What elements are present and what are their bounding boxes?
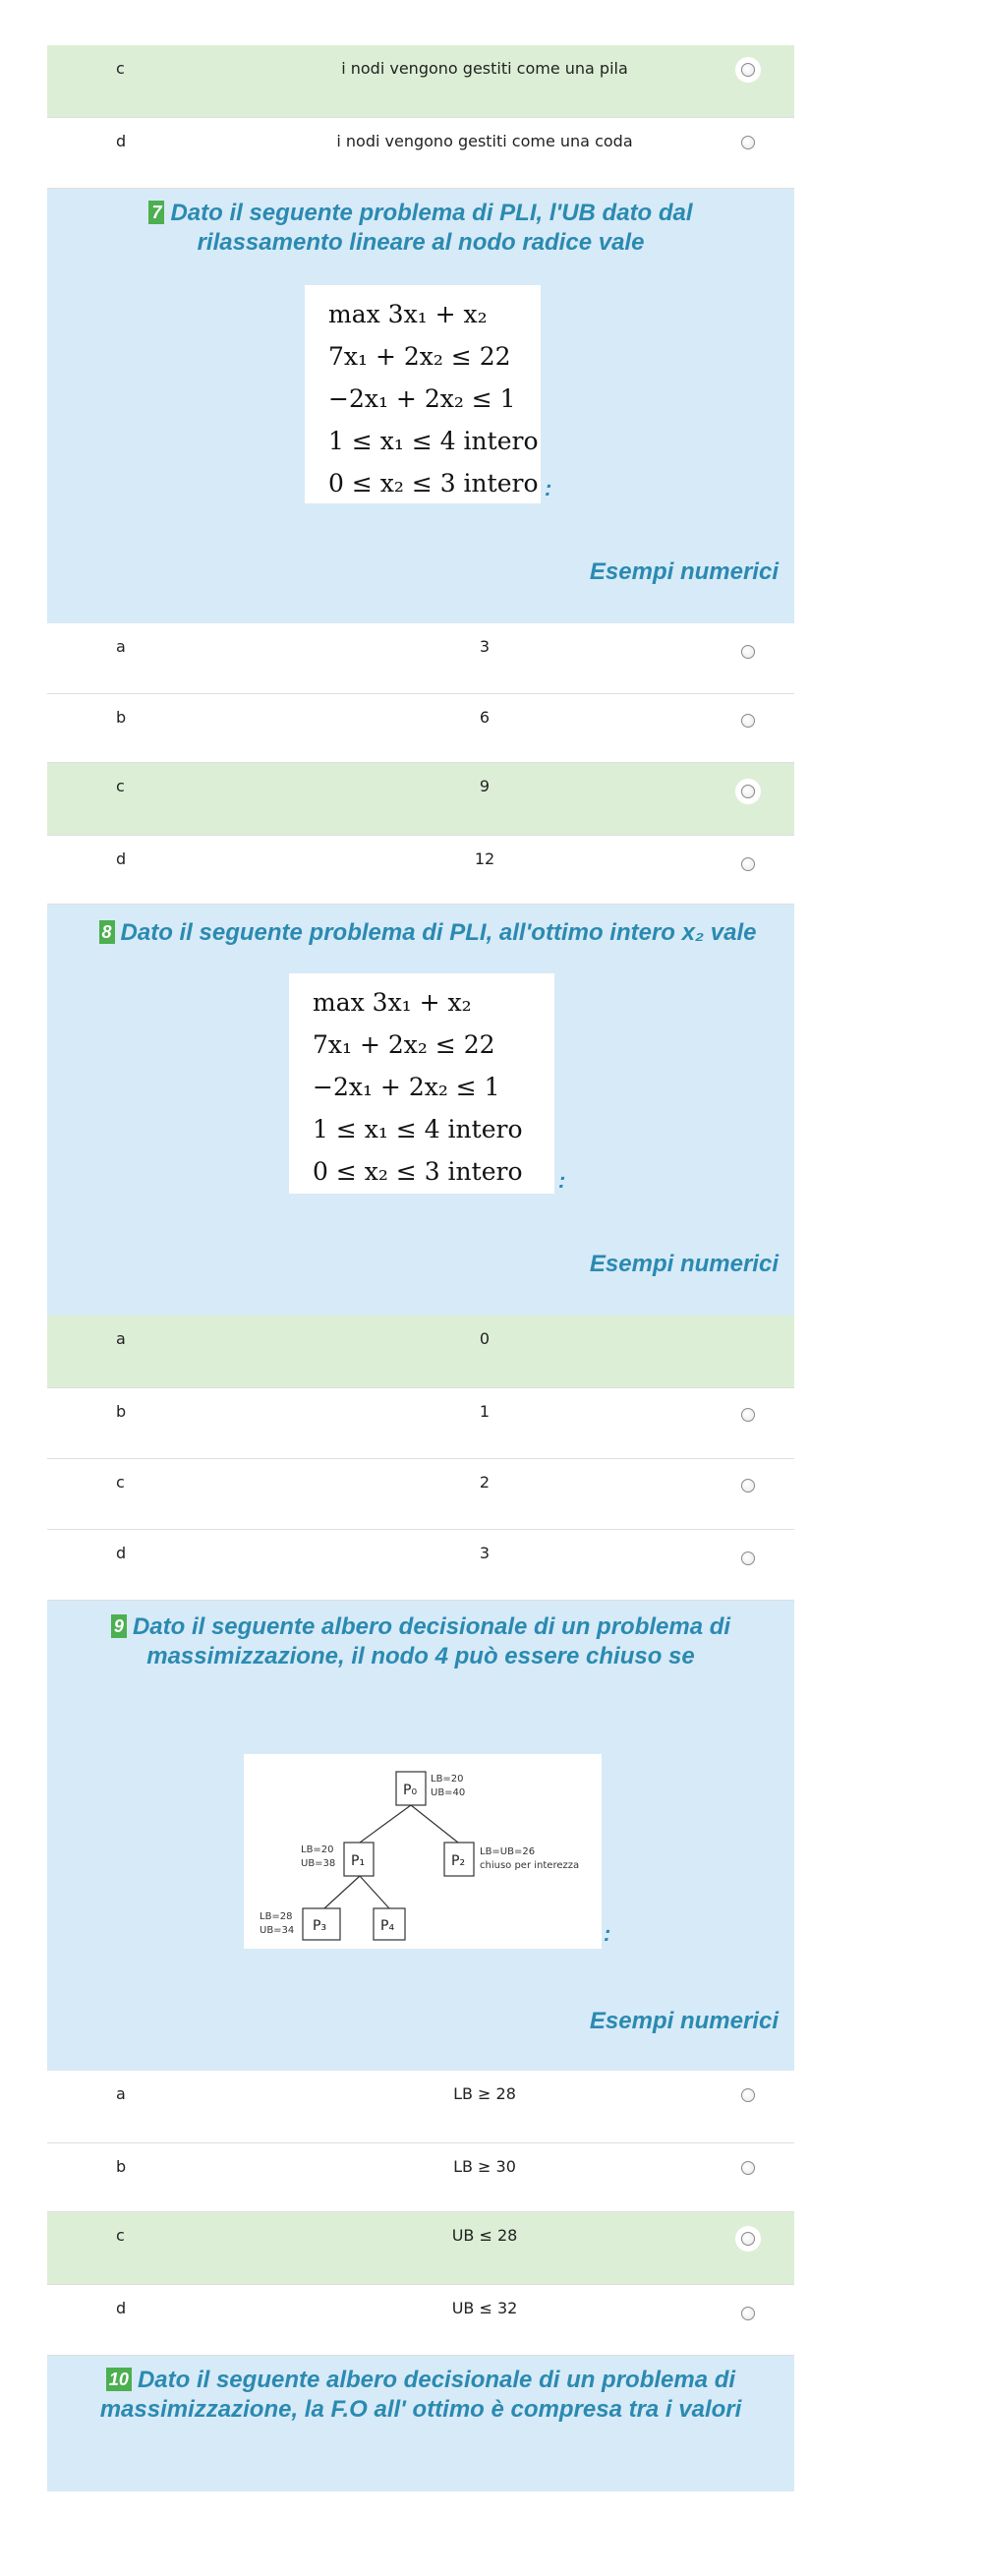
option-letter: d [116, 132, 127, 150]
q7-option-b[interactable] [47, 694, 794, 763]
q8-option-d[interactable] [47, 1530, 794, 1601]
option-letter: c [116, 59, 125, 78]
q9-number-badge: 9 [111, 1614, 127, 1638]
q9-radio-d[interactable] [741, 2307, 755, 2320]
q7-radio-a[interactable] [741, 645, 755, 659]
option-text: UB ≤ 28 [451, 2226, 518, 2245]
q7-option-d[interactable] [47, 836, 794, 905]
q9-option-d[interactable] [47, 2285, 794, 2356]
q7-number-badge: 7 [148, 201, 164, 224]
q9-decision-tree-image [244, 1754, 602, 1949]
option-text: 3 [479, 1544, 491, 1562]
p1-lb: LB=20 [301, 1844, 334, 1855]
option-letter: b [116, 2157, 127, 2176]
q9-title-text: Dato il seguente albero decisionale di un problema di massimizzazione, il nodo 4 può essere chiuso se [132, 1613, 731, 1669]
formula-constraint-1: 7x₁ + 2x₂ ≤ 22 [328, 342, 511, 371]
formula-objective: max 3x₁ + x₂ [313, 988, 472, 1017]
q8-radio-b[interactable] [741, 1408, 755, 1422]
option-letter: b [116, 708, 127, 727]
q7-title [77, 199, 765, 258]
option-letter: c [116, 1473, 125, 1492]
p0-lb: LB=20 [431, 1774, 464, 1785]
option-letter: c [116, 2226, 125, 2245]
edge-p1-p4 [360, 1876, 389, 1908]
node-p2-label: P₂ [451, 1853, 466, 1869]
q8-radio-c[interactable] [741, 1479, 755, 1493]
option-text: i nodi vengono gestiti come una coda [336, 132, 633, 150]
p3-ub: UB=34 [260, 1925, 295, 1936]
q8-option-b[interactable] [47, 1388, 794, 1459]
edge-p1-p3 [324, 1876, 360, 1908]
formula-bound-x2: 0 ≤ x₂ ≤ 3 intero [328, 469, 539, 498]
q7-radio-d[interactable] [741, 857, 755, 871]
formula-objective: max 3x₁ + x₂ [328, 300, 488, 328]
q8-option-c[interactable] [47, 1459, 794, 1530]
option-letter: a [116, 637, 126, 656]
q7-radio-b[interactable] [741, 714, 755, 728]
q7-radio-c[interactable] [741, 785, 755, 798]
q7-question-block [47, 189, 794, 623]
q9-radio-a[interactable] [741, 2088, 755, 2102]
q6-radio-c[interactable] [741, 63, 755, 77]
q6-radio-d[interactable] [741, 136, 755, 149]
option-letter: a [116, 1329, 126, 1348]
option-text: 6 [479, 708, 491, 727]
q10-question-block [47, 2356, 794, 2491]
q7-option-c[interactable] [47, 763, 794, 836]
q7-title-text: Dato il seguente problema di PLI, l'UB dato dal rilassamento lineare al nodo radice vale [170, 200, 693, 256]
decision-tree-diagram [244, 1754, 602, 1949]
p2-note: chiuso per interezza [480, 1860, 580, 1871]
q6-option-d[interactable] [47, 118, 794, 189]
option-text: LB ≥ 28 [453, 2084, 516, 2103]
q9-title [77, 1612, 765, 1671]
p3-lb: LB=28 [260, 1911, 293, 1922]
q9-option-b[interactable] [47, 2143, 794, 2212]
option-text: UB ≤ 32 [451, 2299, 518, 2317]
q8-examples-label: Esempi numerici [589, 1251, 779, 1277]
q9-radio-b[interactable] [741, 2161, 755, 2175]
option-letter: a [116, 2084, 126, 2103]
q10-title [77, 2366, 765, 2425]
formula-constraint-2: −2x₁ + 2x₂ ≤ 1 [313, 1073, 500, 1101]
q9-question-block [47, 1601, 794, 2071]
q8-question-block [47, 905, 794, 1316]
option-text: 1 [479, 1402, 491, 1421]
q8-title [69, 918, 786, 948]
q9-colon: : [604, 1921, 611, 1946]
option-text: 0 [479, 1329, 491, 1348]
q8-formula-image [289, 973, 554, 1194]
q9-radio-c[interactable] [741, 2232, 755, 2246]
q9-option-c[interactable] [47, 2212, 794, 2285]
q8-option-a[interactable] [47, 1316, 794, 1388]
option-text: LB ≥ 30 [453, 2157, 516, 2176]
formula-bound-x2: 0 ≤ x₂ ≤ 3 intero [313, 1157, 523, 1186]
option-letter: d [116, 1544, 127, 1562]
q8-title-text: Dato il seguente problema di PLI, all'ottimo intero x₂ vale [120, 919, 757, 946]
q7-colon: : [545, 476, 552, 500]
q8-colon: : [558, 1168, 566, 1193]
p0-ub: UB=40 [431, 1787, 466, 1798]
q10-title-text: Dato il seguente albero decisionale di un problema di massimizzazione, la F.O all' ottimo è compresa tra i valori [99, 2367, 742, 2423]
node-p4-label: P₄ [380, 1918, 395, 1934]
formula-bound-x1: 1 ≤ x₁ ≤ 4 intero [313, 1115, 523, 1143]
node-p0-label: P₀ [403, 1783, 418, 1798]
option-text: 9 [479, 777, 491, 795]
option-letter: d [116, 2299, 127, 2317]
option-letter: d [116, 849, 127, 868]
q7-option-a[interactable] [47, 623, 794, 694]
formula-bound-x1: 1 ≤ x₁ ≤ 4 intero [328, 427, 539, 455]
q9-examples-label: Esempi numerici [589, 2008, 779, 2034]
node-p1-label: P₁ [351, 1853, 366, 1869]
node-p3-label: P₃ [313, 1918, 327, 1934]
formula-constraint-1: 7x₁ + 2x₂ ≤ 22 [313, 1030, 495, 1059]
q6-option-c[interactable] [47, 45, 794, 118]
q10-number-badge: 10 [106, 2368, 132, 2391]
q7-formula-image [305, 285, 541, 503]
option-text: 3 [479, 637, 491, 656]
q9-option-a[interactable] [47, 2071, 794, 2143]
formula-constraint-2: −2x₁ + 2x₂ ≤ 1 [328, 384, 516, 413]
p1-ub: UB=38 [301, 1858, 336, 1869]
q7-examples-label: Esempi numerici [589, 558, 779, 585]
option-letter: b [116, 1402, 127, 1421]
option-text: 2 [479, 1473, 491, 1492]
edge-p0-p1 [360, 1805, 411, 1843]
option-text: 12 [474, 849, 495, 868]
q8-number-badge: 8 [99, 920, 115, 944]
option-letter: c [116, 777, 125, 795]
option-text: i nodi vengono gestiti come una pila [341, 59, 628, 78]
edge-p0-p2 [411, 1805, 458, 1843]
q8-radio-d[interactable] [741, 1551, 755, 1565]
p2-lbub: LB=UB=26 [480, 1846, 536, 1857]
